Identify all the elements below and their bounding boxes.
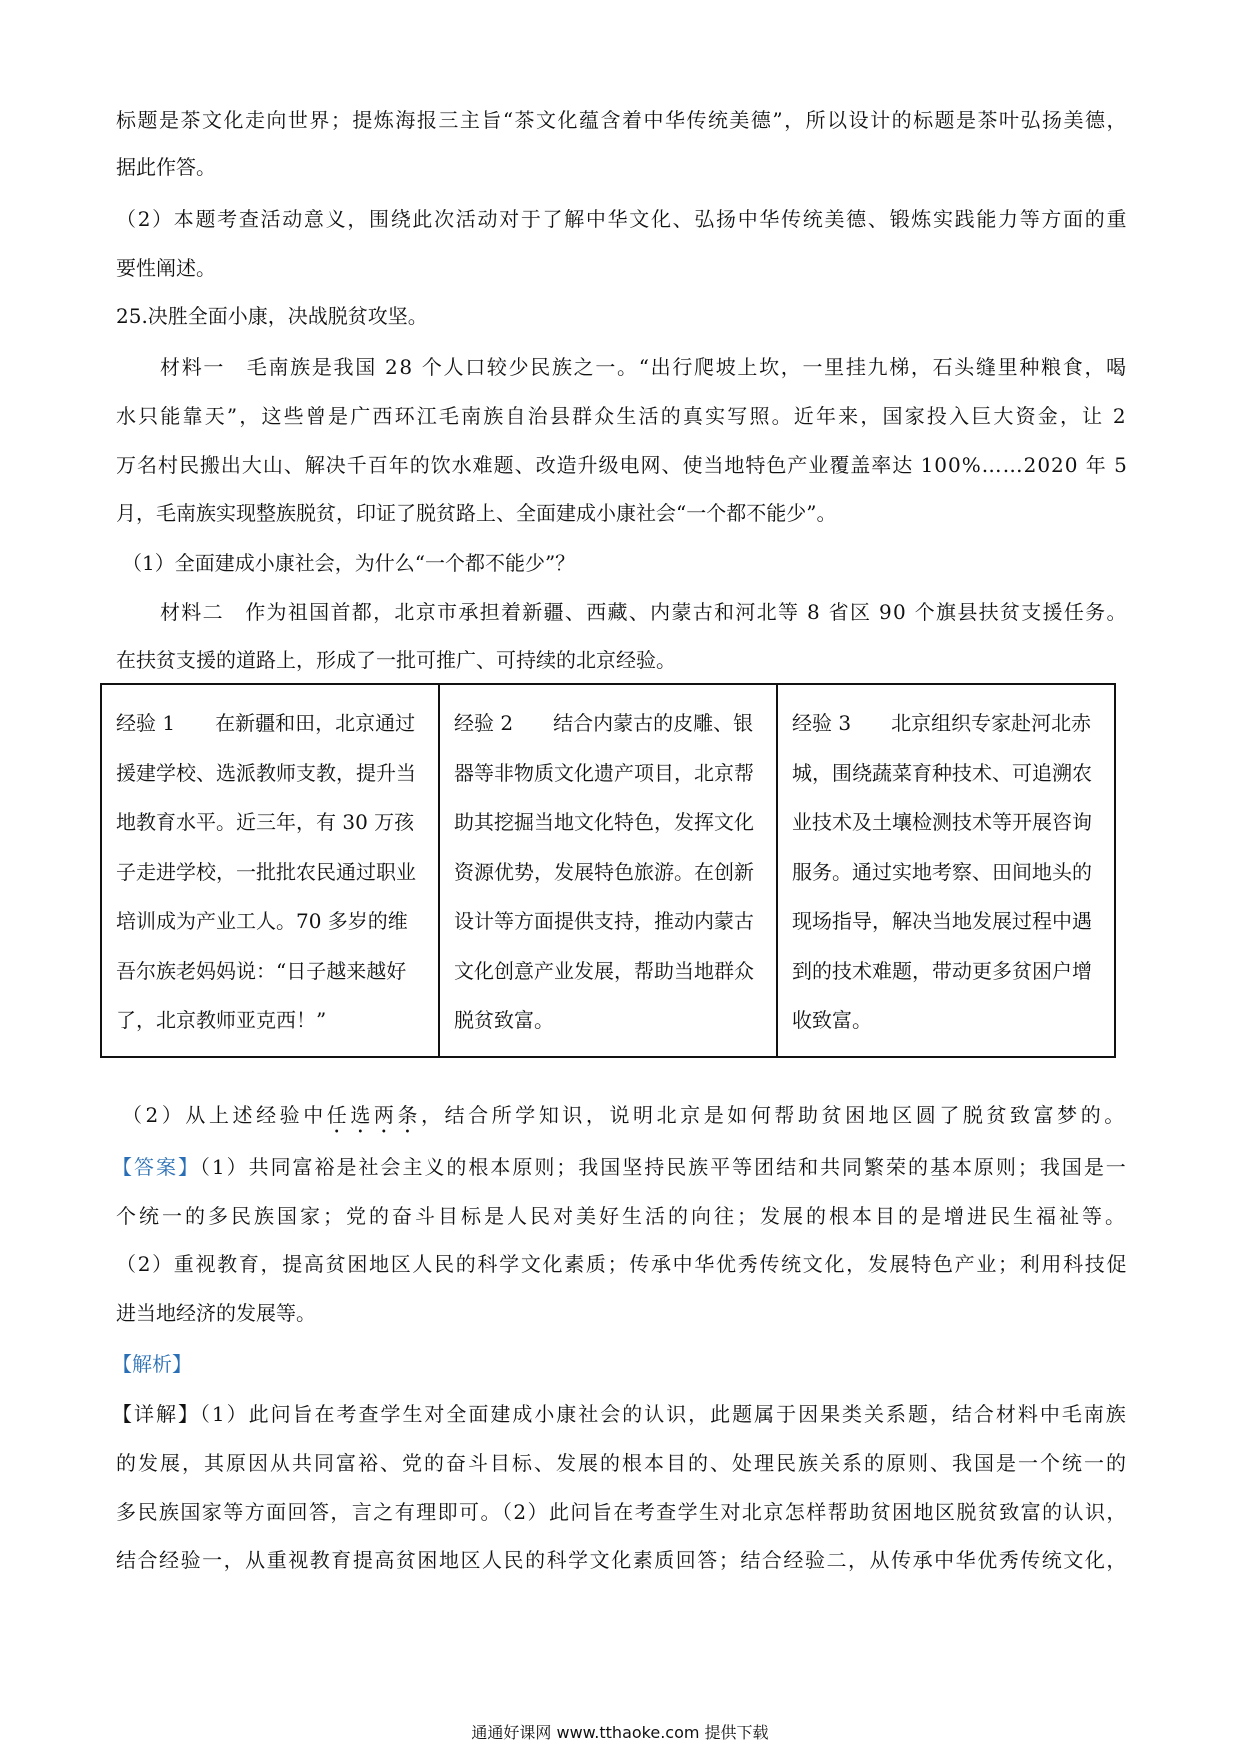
experience-cell-2: 经验 2 结合内蒙古的皮雕、银器等非物质文化遗产项目，北京帮助其挖掘当地文化特色，发挥文化资源优势，发展特色旅游。在创新设计等方面提供支持，推动内蒙古文化创意产业发展，帮助当地群众脱贫致富。	[439, 684, 777, 1057]
detail-text: （1）此问旨在考查学生对全面建成小康社会的认识，此题属于因果类关系题，结合材料中毛南族	[199, 1402, 1128, 1426]
detail-line	[112, 1400, 1128, 1428]
material-one-line: 万名村民搬出大山、解决千百年的饮水难题、改造升级电网、使当地特色产业覆盖率达 100%……2020 年 5	[116, 453, 1128, 477]
detail-line: 多民族国家等方面回答，言之有理即可。（2）此问旨在考查学生对北京怎样帮助贫困地区脱贫致富的认识，	[116, 1500, 1128, 1524]
answer-text: （1）共同富裕是社会主义的根本原则；我国坚持民族平等团结和共同繁荣的基本原则；我国是一	[199, 1155, 1128, 1179]
text-line: 要性阐述。	[116, 256, 216, 280]
answer-line: （2）重视教育，提高贫困地区人民的科学文化素质；传承中华优秀传统文化，发展特色产业；利用科技促	[116, 1252, 1129, 1276]
answer-line: 个统一的多民族国家；党的奋斗目标是人民对美好生活的向往；发展的根本目的是增进民生福祉等。	[116, 1204, 1128, 1228]
question-two-emphasis: 任选两条	[326, 1103, 422, 1127]
experience-cell-3: 经验 3 北京组织专家赴河北赤城，围绕蔬菜育种技术、可追溯农业技术及土壤检测技术等开展咨询服务。通过实地考察、田间地头的现场指导，解决当地发展过程中遇到的技术难题，带动更多贫困户增收致富。	[777, 684, 1115, 1057]
question-two-before: （2）从上述经验中	[122, 1103, 327, 1127]
text-line: （2）本题考查活动意义，围绕此次活动对于了解中华文化、弘扬中华传统美德、锻炼实践能力等方面的重	[116, 207, 1129, 231]
detail-label: 【详解】	[112, 1402, 200, 1426]
experience-table	[100, 683, 1116, 1058]
material-two-line: 材料二 作为祖国首都，北京市承担着新疆、西藏、内蒙古和河北等 8 省区 90 个旗县扶贫支援任务。	[160, 600, 1128, 624]
answer-line: 进当地经济的发展等。	[116, 1301, 316, 1325]
material-one-line: 材料一 毛南族是我国 28 个人口较少民族之一。“出行爬坡上坎，一里挂九梯，石头缝里种粮食，喝	[160, 355, 1128, 379]
detail-line: 的发展，其原因从共同富裕、党的奋斗目标、发展的根本目的、处理民族关系的原则、我国是一个统一的	[116, 1451, 1128, 1475]
material-one-line: 月，毛南族实现整族脱贫，印证了脱贫路上、全面建成小康社会“一个都不能少”。	[116, 501, 837, 525]
text-line: 据此作答。	[116, 155, 216, 179]
question-one: （1）全面建成小康社会，为什么“一个都不能少”？	[122, 551, 576, 575]
answer-line	[112, 1153, 1128, 1181]
detail-line: 结合经验一，从重视教育提高贫困地区人民的科学文化素质回答；结合经验二，从传承中华优秀传统文化，	[116, 1548, 1128, 1572]
question-heading: 25.决胜全面小康，决战脱贫攻坚。	[116, 304, 428, 328]
text-line: 标题是茶文化走向世界；提炼海报三主旨“茶文化蕴含着中华传统美德”，所以设计的标题是茶叶弘扬美德，	[116, 108, 1128, 132]
question-two	[122, 1101, 1128, 1138]
question-two-after: ，结合所学知识，说明北京是如何帮助贫困地区圆了脱贫致富梦的。	[421, 1103, 1128, 1127]
page-footer: 通通好课网 www.tthaoke.com 提供下载	[471, 1723, 769, 1742]
answer-label: 【答案】	[112, 1155, 200, 1179]
experience-cell-1: 经验 1 在新疆和田，北京通过援建学校、选派教师支教，提升当地教育水平。近三年，有 30 万孩子走进学校，一批批农民通过职业培训成为产业工人。70 多岁的维吾尔族老妈妈说：“日子越来越好了，北京教师亚克西！”	[101, 684, 439, 1057]
material-two-line: 在扶贫支援的道路上，形成了一批可推广、可持续的北京经验。	[116, 648, 676, 672]
material-one-line: 水只能靠天”，这些曾是广西环江毛南族自治县群众生活的真实写照。近年来，国家投入巨大资金，让 2	[116, 404, 1128, 428]
analysis-label: 【解析】	[112, 1352, 192, 1376]
